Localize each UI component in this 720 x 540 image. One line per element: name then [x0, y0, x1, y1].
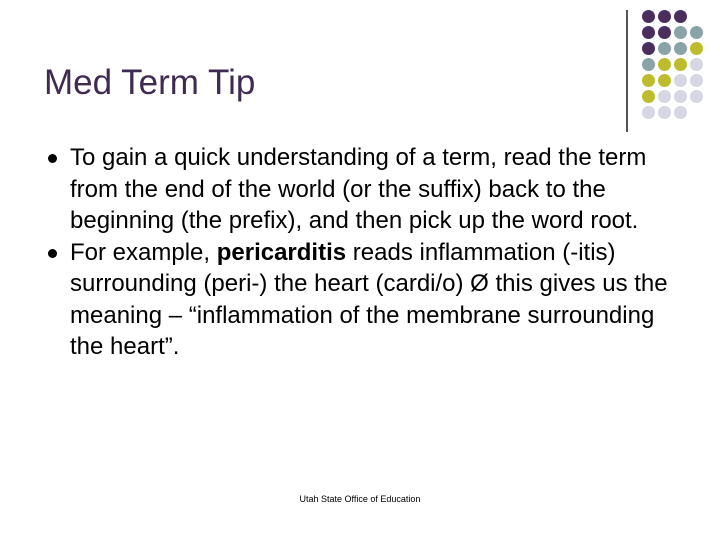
decorative-dot — [658, 74, 671, 87]
decorative-dot — [674, 106, 687, 119]
decorative-dot — [642, 42, 655, 55]
footer-credit: Utah State Office of Education — [299, 494, 421, 504]
decorative-dot — [690, 58, 703, 71]
decorative-dot — [690, 42, 703, 55]
slide-title: Med Term Tip — [44, 63, 256, 102]
decorative-vertical-line — [626, 10, 628, 132]
bullet-text-lead: For example, — [70, 238, 217, 266]
decorative-dot — [642, 10, 655, 23]
decorative-dot — [642, 26, 655, 39]
decorative-dot — [658, 90, 671, 103]
decorative-dot — [674, 58, 687, 71]
decorative-dot — [690, 26, 703, 39]
bullet-text-rest: reads inflammation (-itis) surrounding (peri-) the heart (cardi/o) Ø this gives us the meaning – “inflammation of the membrane surrounding the heart”. — [70, 238, 668, 360]
bullet-text: To gain a quick understanding of a term, read the term from the end of the world (or the suffix) back to the beginning (the prefix), and then pick up the word root. — [70, 144, 647, 234]
decorative-dot — [658, 42, 671, 55]
decorative-dot — [690, 90, 703, 103]
decorative-dot — [658, 106, 671, 119]
decorative-dot — [642, 74, 655, 87]
decorative-dot — [658, 26, 671, 39]
decorative-dot — [674, 42, 687, 55]
decorative-dot — [674, 26, 687, 39]
decorative-dot — [690, 74, 703, 87]
decorative-dot — [674, 10, 687, 23]
decorative-dot — [658, 10, 671, 23]
decorative-dot — [674, 74, 687, 87]
bullet-dot-icon — [48, 154, 57, 163]
decorative-dot — [642, 90, 655, 103]
bullet-item — [44, 237, 694, 363]
bold-term: pericarditis — [216, 238, 347, 266]
decorative-dot — [674, 90, 687, 103]
bullet-dot-icon — [48, 249, 57, 258]
decorative-dot — [642, 106, 655, 119]
bullet-item — [44, 142, 694, 237]
decorative-dot — [642, 58, 655, 71]
decorative-dot — [658, 58, 671, 71]
bullet-list — [44, 142, 694, 363]
